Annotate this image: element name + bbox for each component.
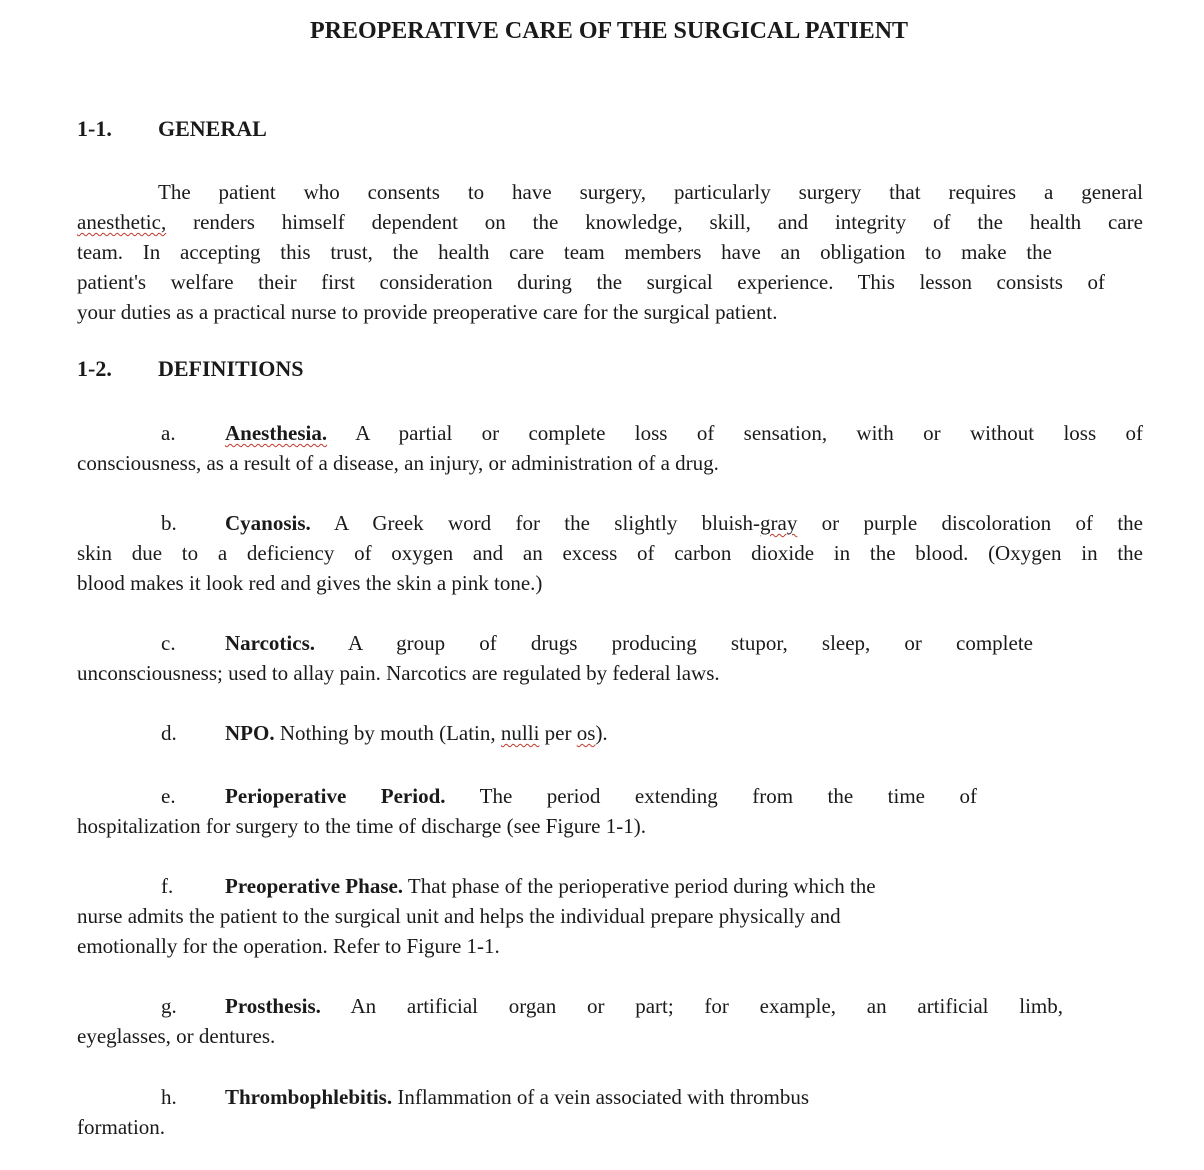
definition-term: Cyanosis. xyxy=(225,511,311,535)
definition-term: Anesthesia. xyxy=(225,421,328,445)
section-number: 1-2. xyxy=(77,356,112,381)
definition-first-line: a. Anesthesia. A partial or complete loss of sensation, with or without loss of xyxy=(77,418,1143,448)
definition-letter: g. xyxy=(161,994,177,1018)
paragraph-line: The patient who consents to have surgery, particularly surgery that requires a general xyxy=(158,180,1143,204)
definition-item-npo xyxy=(77,718,1143,748)
definition-first-line: d. NPO. Nothing by mouth (Latin, nulli per os). xyxy=(77,718,1143,748)
definition-line: skin due to a deficiency of oxygen and an excess of carbon dioxide in the blood. (Oxygen in the xyxy=(77,541,1143,565)
definition-item-thrombophlebitis xyxy=(77,1082,1143,1142)
definition-letter: h. xyxy=(161,1085,177,1109)
definition-term: Preoperative Phase. xyxy=(225,874,404,898)
definition-first-line: g. Prosthesis. An artificial organ or part; for example, an artificial limb, xyxy=(77,991,1063,1021)
definition-item-preoperative-phase xyxy=(77,871,1067,961)
definition-line: emotionally for the operation. Refer to Figure 1-1. xyxy=(77,934,500,958)
definition-term: Thrombophlebitis. xyxy=(225,1085,393,1109)
section-number: 1-1. xyxy=(77,116,112,141)
definition-letter: d. xyxy=(161,721,177,745)
paragraph-line: patient's welfare their first consideration during the surgical experience. This lesson consists of xyxy=(77,270,1105,294)
spellcheck-flagged-word: os xyxy=(576,721,596,745)
section-title: GENERAL xyxy=(158,116,267,141)
spellcheck-flagged-word: anesthetic, xyxy=(77,210,167,234)
definition-line: eyeglasses, or dentures. xyxy=(77,1024,276,1048)
spellcheck-flagged-word: gray xyxy=(760,511,798,535)
definition-first-line: c. Narcotics. A group of drugs producing stupor, sleep, or complete xyxy=(77,628,1033,658)
definition-first-line: f. Preoperative Phase. That phase of the perioperative period during which the xyxy=(77,871,1067,901)
section-heading-general xyxy=(77,116,267,142)
definition-line: unconsciousness; used to allay pain. Narcotics are regulated by federal laws. xyxy=(77,661,720,685)
definition-term: Perioperative Period. xyxy=(225,784,446,808)
general-paragraph xyxy=(77,177,1143,327)
definition-letter: a. xyxy=(161,421,176,445)
definition-term: Prosthesis. xyxy=(225,994,321,1018)
definition-line: blood makes it look red and gives the skin a pink tone.) xyxy=(77,571,543,595)
definition-item-narcotics xyxy=(77,628,1033,688)
definition-letter: b. xyxy=(161,511,177,535)
definition-item-prosthesis xyxy=(77,991,1063,1051)
paragraph-line: your duties as a practical nurse to provide preoperative care for the surgical patient. xyxy=(77,300,778,324)
definition-first-line: h. Thrombophlebitis. Inflammation of a vein associated with thrombus xyxy=(77,1082,1143,1112)
spellcheck-flagged-word: nulli xyxy=(500,721,540,745)
definition-item-anesthesia xyxy=(77,418,1143,478)
definition-line: hospitalization for surgery to the time of discharge (see Figure 1-1). xyxy=(77,814,646,838)
definition-line: nurse admits the patient to the surgical unit and helps the individual prepare physically and xyxy=(77,904,841,928)
definition-line: formation. xyxy=(77,1115,166,1139)
definition-first-line: b. Cyanosis. A Greek word for the slightly bluish-gray or purple discoloration of the xyxy=(77,508,1143,538)
definition-item-perioperative-period xyxy=(77,781,977,841)
definition-item-cyanosis xyxy=(77,508,1143,598)
paragraph-line: team. In accepting this trust, the health care team members have an obligation to make the xyxy=(77,240,1052,264)
definition-first-line: e. Perioperative Period. The period extending from the time of xyxy=(77,781,977,811)
document-title: PREOPERATIVE CARE OF THE SURGICAL PATIENT xyxy=(309,18,909,44)
section-title: DEFINITIONS xyxy=(158,356,304,381)
definition-letter: f. xyxy=(161,874,174,898)
definition-letter: c. xyxy=(161,631,176,655)
section-heading-definitions xyxy=(77,356,303,382)
definition-line: consciousness, as a result of a disease, an injury, or administration of a drug. xyxy=(77,451,719,475)
paragraph-line: anesthetic, renders himself dependent on the knowledge, skill, and integrity of the health care xyxy=(77,210,1143,234)
definition-letter: e. xyxy=(161,784,176,808)
definition-term: NPO. xyxy=(225,721,275,745)
definition-term: Narcotics. xyxy=(225,631,315,655)
